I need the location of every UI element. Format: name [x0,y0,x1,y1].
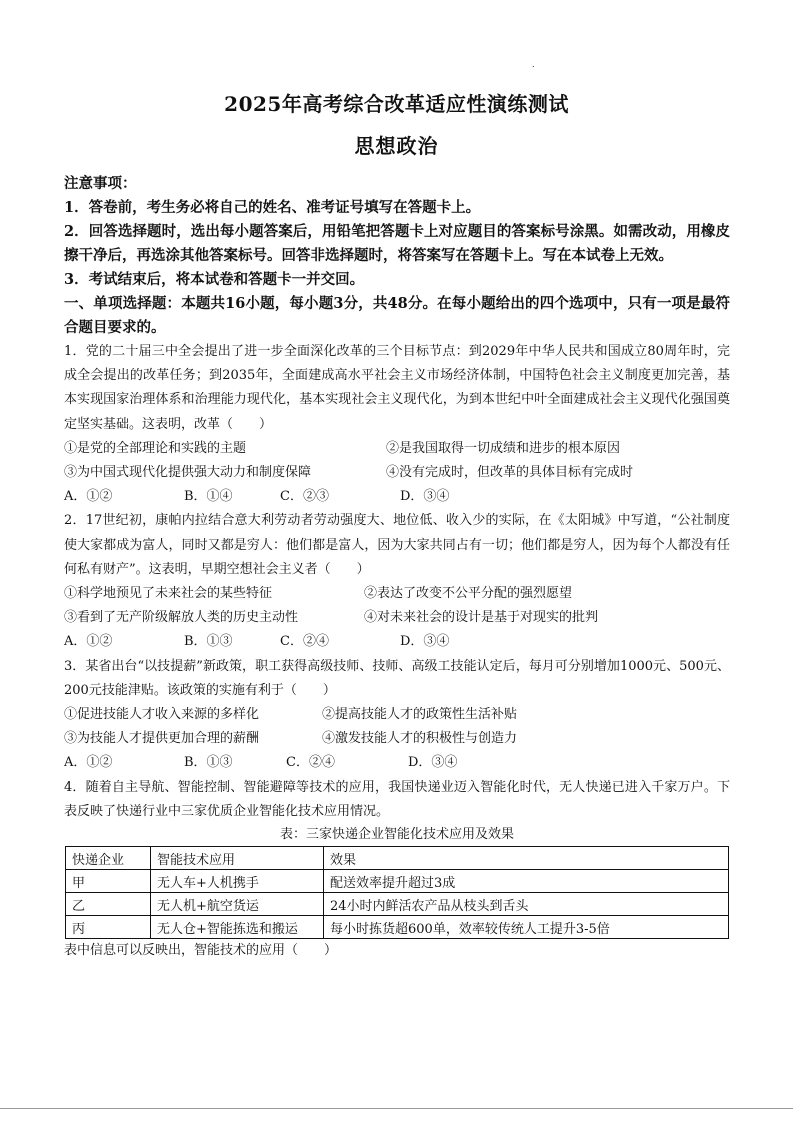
question-2-options-row1 [64,582,730,606]
question-2-option-1: ①科学地预见了未来社会的某些特征 [64,586,273,602]
question-4-stem: 4．随着自主导航、智能控制、智能避障等技术的应用，我国快递业迈入智能化时代，无人快递已进入千家万户。下表反映了快递行业中三家优质企业智能化技术应用情况。 [64,779,730,819]
table-row [66,916,729,939]
table-caption: 表：三家快递企业智能化技术应用及效果 [279,827,514,843]
question-2-choice-c: C．②④ [280,634,329,650]
question-1-choice-a: A．①② [64,489,113,505]
question-1-choice-d: D．③④ [400,489,450,505]
table-cell: 每小时拣货超600单，效率较传统人工提升3-5倍 [324,916,729,939]
notice-heading: 注意事项： [64,175,137,192]
question-1-stem: 1．党的二十届三中全会提出了进一步全面深化改革的三个目标节点：到2029年中华人民共和国成立80周年时，完成全会提出的改革任务；到2035年，全面建成高水平社会主义市场经济体制，中国特色社会主义制度更加完善，基本实现国家治理体系和治理能力现代化，基本实现社会主义现代化，为到本世纪中叶全面建成社会主义现代化强国奠定坚实基础。这表明，改革（ ） [64,344,730,432]
question-1-choice-c: C．②③ [280,489,329,505]
table-cell: 配送效率提升超过3成 [324,870,729,893]
question-2-option-3: ③看到了无产阶级解放人类的历史主动性 [64,610,299,626]
question-3-choice-a: A．①② [64,755,113,771]
table-header-cell: 智能技术应用 [151,847,324,870]
exam-content [64,172,730,963]
table-cell: 24小时内鲜活农产品从枝头到舌头 [324,893,729,916]
question-3-choices [64,751,730,775]
page-bottom-rule [0,1108,793,1109]
table-row [66,870,729,893]
question-2-options-row2 [64,606,730,630]
table-header-row [66,847,729,870]
question-3-option-4: ④激发技能人才的积极性与创造力 [322,731,518,747]
question-3-options-row2 [64,727,730,751]
question-2-choice-b: B．①③ [184,634,233,650]
question-2-choice-a: A．①② [64,634,113,650]
table-cell: 甲 [66,870,151,893]
question-3-choice-c: C．②④ [286,755,335,771]
section-heading: 一、单项选择题：本题共16小题，每小题3分，共48分。在每小题给出的四个选项中，只有一项是最符合题目要求的。 [64,295,730,336]
question-3-options-row1 [64,703,730,727]
notice-item-1: 1．答卷前，考生务必将自己的姓名、准考证号填写在答题卡上。 [64,199,481,216]
exam-title: 2025年高考综合改革适应性演练测试 [224,92,569,116]
question-1-options-row1 [64,437,730,461]
question-1-options-row2 [64,461,730,485]
tech-table [65,846,729,939]
notice-item-2: 2．回答选择题时，选出每小题答案后，用铅笔把答题卡上对应题目的答案标号涂黑。如需改动，用橡皮擦干净后，再选涂其他答案标号。回答非选择题时，将答案写在答题卡上。写在本试卷上无效。 [64,223,730,264]
notice-item-3: 3．考试结束后，将本试卷和答题卡一并交回。 [64,271,365,288]
table-header-cell: 快递企业 [66,847,151,870]
question-4-after-table: 表中信息可以反映出，智能技术的应用（ ） [64,943,338,959]
question-3-choice-b: B．①③ [184,755,233,771]
table-cell: 丙 [66,916,151,939]
table-cell: 无人车+人机携手 [151,870,324,893]
question-2-stem: 2．17世纪初，康帕内拉结合意大利劳动者劳动强度大、地位低、收入少的实际，在《太阳城》中写道，“公社制度使大家都成为富人，同时又都是穷人：他们都是富人，因为大家共同占有一切；他们都是穷人，因为每个人都没有任何私有财产”。这表明，早期空想社会主义者（ ） [64,513,730,577]
table-cell: 乙 [66,893,151,916]
question-1-option-2: ②是我国取得一切成绩和进步的根本原因 [386,440,621,456]
question-2-choice-d: D．③④ [400,634,450,650]
table-row [66,893,729,916]
question-1-option-1: ①是党的全部理论和实践的主题 [64,440,247,456]
table-cell: 无人机+航空货运 [151,893,324,916]
question-1-choice-b: B．①④ [184,489,233,505]
question-1-option-4: ④没有完成时，但改革的具体目标有完成时 [386,465,634,481]
question-3-stem: 3．某省出台“以技提薪”新政策，职工获得高级技师、技师、高级工技能认定后，每月可分别增加1000元、500元、200元技能津贴。该政策的实施有利于（ ） [64,658,730,698]
question-3-option-3: ③为技能人才提供更加合理的薪酬 [64,731,260,747]
question-3-option-1: ①促进技能人才收入来源的多样化 [64,707,260,723]
question-3-choice-d: D．③④ [408,755,458,771]
question-2-choices [64,630,730,654]
question-3-option-2: ②提高技能人才的政策性生活补贴 [322,707,518,723]
subject-title: 思想政治 [354,134,439,158]
table-header-cell: 效果 [324,847,729,870]
question-2-option-2: ②表达了改变不公平分配的强烈愿望 [364,586,573,602]
table-cell: 无人仓+智能拣选和搬运 [151,916,324,939]
header-mark: . [532,60,535,69]
question-1-option-3: ③为中国式现代化提供强大动力和制度保障 [64,465,312,481]
question-2-option-4: ④对未来社会的设计是基于对现实的批判 [364,610,599,626]
question-1-choices [64,485,730,509]
